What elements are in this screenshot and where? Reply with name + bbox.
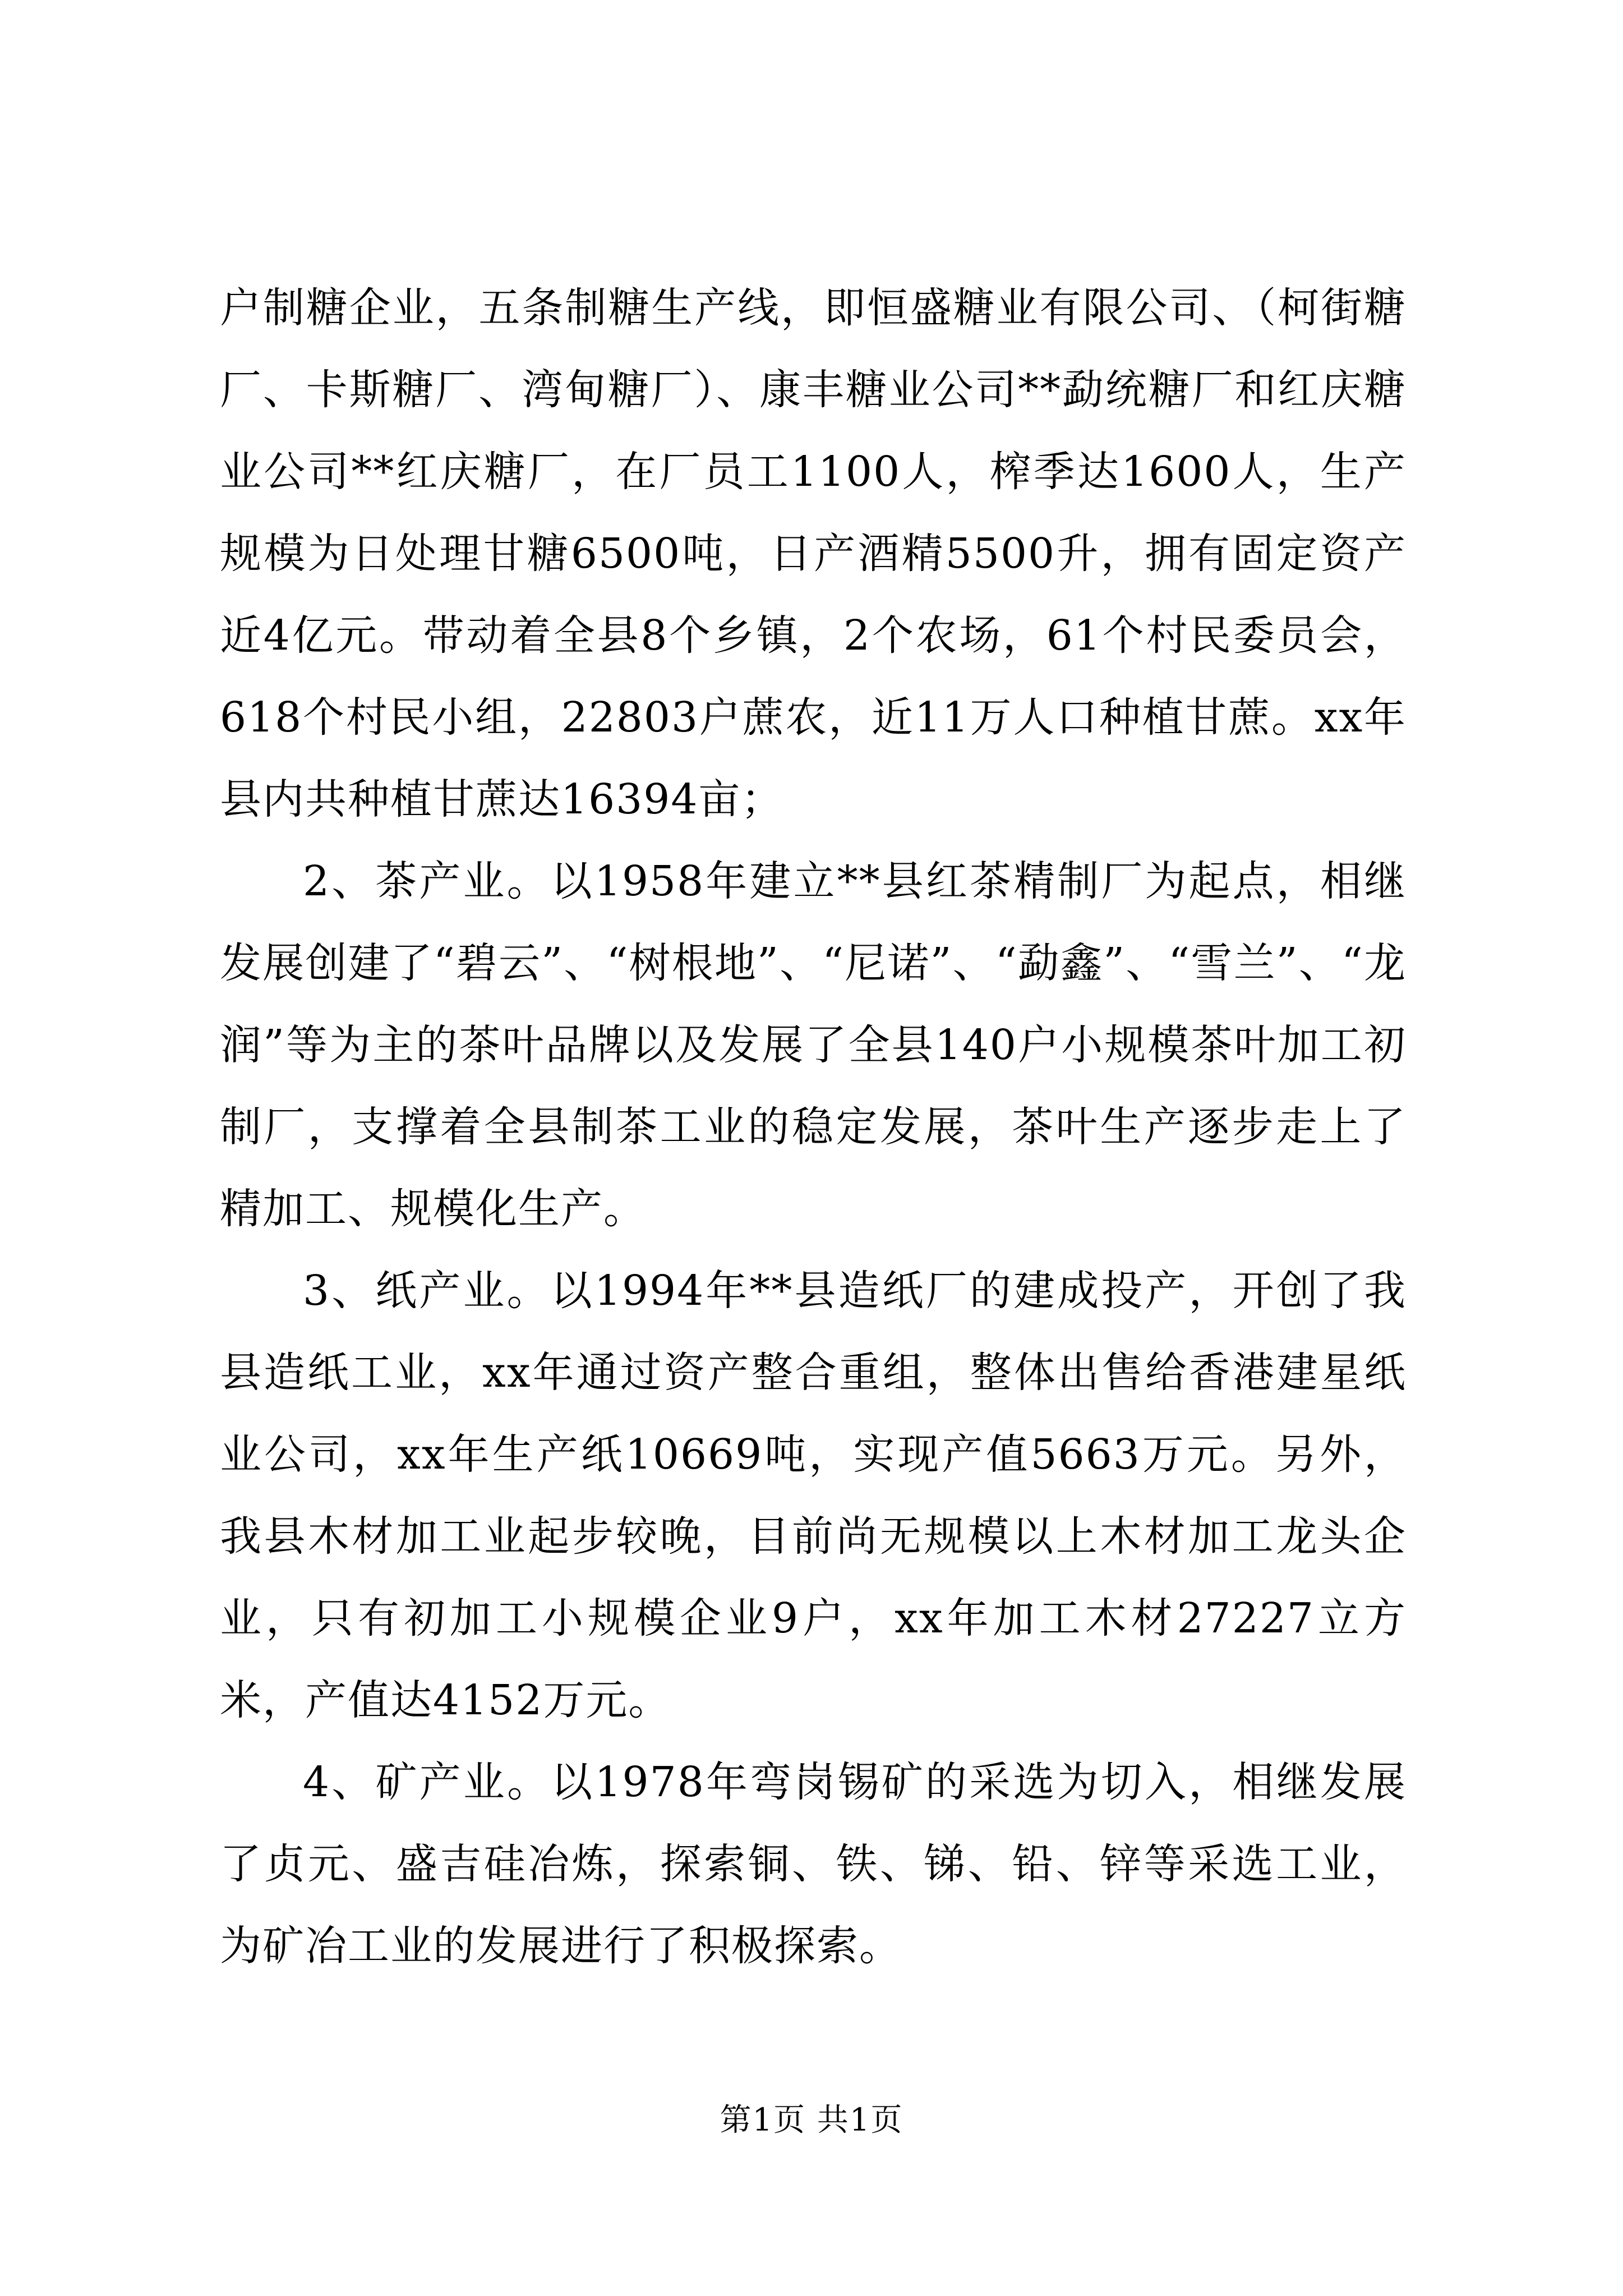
paragraph-sugar-industry: 户制糖企业，五条制糖生产线，即恒盛糖业有限公司、（柯街糖厂、卡斯糖厂、湾甸糖厂）、康丰糖业公司**勐统糖厂和红庆糖业公司**红庆糖厂，在厂员工1100人，榨季达1600人，生产规模为日处理甘糖6500吨，日产酒精5500升，拥有固定资产近4亿元。带动着全县8个乡镇，2个农场，61个村民委员会，618个村民小组，22803户蔗农，近11万人口种植甘蔗。xx年县内共种植甘蔗达16394亩； <box>220 284 1407 823</box>
document-body <box>220 267 1407 1987</box>
paragraph-tea-industry: 2、茶产业。以1958年建立**县红茶精制厂为起点，相继发展创建了“碧云”、“树根地”、“尼诺”、“勐鑫”、“雪兰”、“龙润”等为主的茶叶品牌以及发展了全县140户小规模茶叶加工初制厂，支撑着全县制茶工业的稳定发展，茶叶生产逐步走上了精加工、规模化生产。 <box>220 857 1407 1233</box>
paragraph-mining-industry: 4、矿产业。以1978年弯岗锡矿的采选为切入，相继发展了贞元、盛吉硅冶炼，探索铜、铁、锑、铅、锌等采选工业，为矿冶工业的发展进行了积极探索。 <box>220 1758 1407 1970</box>
page-number-label: 第1页 共1页 <box>720 2102 903 2138</box>
page-footer <box>0 2101 1623 2140</box>
paragraph-paper-industry: 3、纸产业。以1994年**县造纸厂的建成投产，开创了我县造纸工业，xx年通过资产整合重组，整体出售给香港建星纸业公司，xx年生产纸10669吨，实现产值5663万元。另外，我县木材加工业起步较晚，目前尚无规模以上木材加工龙头企业，只有初加工小规模企业9户，xx年加工木材27227立方米，产值达4152万元。 <box>220 1267 1407 1724</box>
